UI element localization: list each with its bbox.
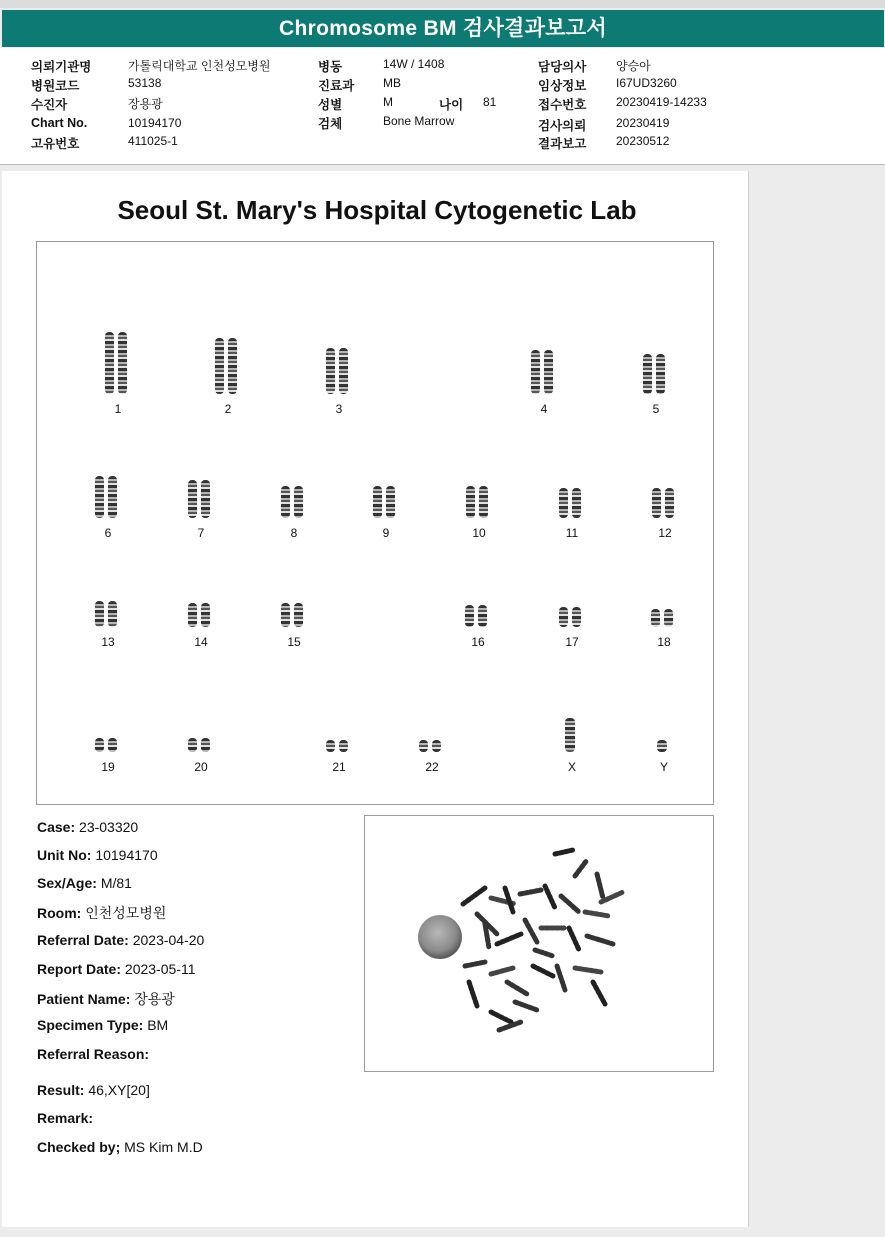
- unit-row: [37, 847, 158, 863]
- chromosome-label: Y: [659, 760, 668, 774]
- specimen-type-value: BM: [147, 1017, 169, 1033]
- patient-name-label: Patient Name:: [37, 991, 131, 1007]
- patient-value: 장용광: [128, 97, 163, 111]
- report-title: Chromosome BM 검사결과보고서: [279, 17, 607, 40]
- checked-by-value: MS Kim M.D: [124, 1139, 203, 1155]
- room-row: [37, 903, 166, 923]
- request-date-value: 20230419: [616, 116, 670, 130]
- chromosome: [188, 603, 197, 627]
- patient-name-value: 장용광: [134, 991, 175, 1007]
- chromosome: [105, 332, 114, 394]
- chromosome-label: 17: [565, 635, 579, 649]
- chromosome-label: 5: [652, 402, 660, 416]
- chromosome-pair: [647, 609, 681, 627]
- chromosome: [95, 601, 104, 627]
- chromosome-pair: [184, 603, 218, 627]
- accession-label: 접수번호: [538, 98, 587, 112]
- chromosome-pair: [277, 486, 311, 518]
- request-date-label: 검사의뢰: [538, 119, 587, 133]
- patient-name-row: [37, 989, 175, 1009]
- chromosome-pair: [647, 740, 681, 752]
- chromosome: [657, 740, 667, 752]
- chromosome: [572, 488, 581, 518]
- specimen-label: 검체: [318, 117, 343, 131]
- chromosome: [188, 738, 197, 752]
- chromosome-label: 6: [104, 526, 112, 540]
- referral-date-row: [37, 932, 204, 948]
- age-value: 81: [483, 95, 497, 109]
- chromosome-pair: [461, 605, 495, 627]
- chromosome-pair: [91, 601, 125, 627]
- doctor-label: 담당의사: [538, 60, 587, 74]
- chromosome-pair: [91, 738, 125, 752]
- chromosome: [108, 738, 117, 752]
- chromosome-label: 15: [287, 635, 301, 649]
- chromosome: [656, 354, 665, 394]
- chromosome: [201, 480, 210, 518]
- chromosome-label: 21: [332, 760, 346, 774]
- unit-label: Unit No:: [37, 847, 92, 863]
- hospital-code-value: 53138: [128, 76, 162, 90]
- chromosome-pair: [101, 332, 135, 394]
- chromosome-pair: [415, 740, 449, 752]
- doctor-value: 양승아: [616, 59, 651, 73]
- specimen-value: Bone Marrow: [383, 114, 455, 128]
- chromosome: [531, 350, 540, 394]
- report-date-label: Report Date:: [37, 961, 122, 977]
- chromosome: [559, 488, 568, 518]
- chromosome-pair: [555, 607, 589, 627]
- metaphase-spread-image: [365, 816, 713, 1071]
- chromosome-label: 10: [472, 526, 486, 540]
- hospital-label: 의뢰기관명: [31, 60, 92, 74]
- chromosome: [281, 486, 290, 518]
- report-page: [2, 171, 749, 1227]
- case-label: Case:: [37, 819, 76, 835]
- sex-value: M: [383, 95, 393, 109]
- chromosome-pair: [322, 740, 356, 752]
- referral-date-value: 2023-04-20: [132, 932, 205, 948]
- chromosome-pair: [322, 348, 356, 394]
- chromosome: [419, 740, 428, 752]
- chromosome: [188, 480, 197, 518]
- metaphase-image-box: [364, 815, 714, 1072]
- report-title-bar: [2, 10, 884, 47]
- result-report-value: 20230512: [616, 134, 670, 148]
- chromosome: [339, 348, 348, 394]
- chromosome-label: 18: [657, 635, 671, 649]
- chromosome-label: X: [567, 760, 576, 774]
- chromosome: [664, 609, 673, 627]
- accession-value: 20230419-14233: [616, 95, 707, 109]
- hospital-code-label: 병원코드: [31, 79, 80, 93]
- case-row: [37, 819, 138, 835]
- checked-by-row: [37, 1139, 203, 1155]
- chromosome-label: 8: [290, 526, 298, 540]
- chromosome: [565, 718, 575, 752]
- chromosome: [201, 603, 210, 627]
- sex-age-label: Sex/Age:: [37, 875, 97, 891]
- chromosome-label: 1: [114, 402, 122, 416]
- checked-by-label: Checked by;: [37, 1139, 121, 1155]
- chromosome: [479, 486, 488, 518]
- chromosome-pair: [555, 718, 589, 752]
- chromosome: [201, 738, 210, 752]
- chromosome: [215, 338, 224, 394]
- chromosome: [108, 601, 117, 627]
- ward-value: 14W / 1408: [383, 57, 445, 71]
- chromosome-pair: [211, 338, 245, 394]
- chromosome: [294, 603, 303, 627]
- clinical-info-value: I67UD3260: [616, 76, 677, 90]
- chromosome: [559, 607, 568, 627]
- chromosome: [108, 476, 117, 518]
- patient-label: 수진자: [31, 98, 68, 112]
- chromosome: [572, 607, 581, 627]
- chromosome: [643, 354, 652, 394]
- karyotype-panel: [36, 241, 714, 805]
- chromosome-label: 14: [194, 635, 208, 649]
- chart-no-value: 10194170: [128, 116, 182, 130]
- chromosome: [478, 605, 487, 627]
- chromosome-pair: [639, 354, 673, 394]
- chromosome-pair: [555, 488, 589, 518]
- unique-no-value: 411025-1: [128, 134, 178, 148]
- report-date-row: [37, 961, 195, 977]
- chromosome-pair: [91, 476, 125, 518]
- referral-reason-label: Referral Reason:: [37, 1046, 150, 1062]
- chromosome: [465, 605, 474, 627]
- metaphase-chromosomes: [463, 850, 623, 1030]
- chromosome-label: 9: [382, 526, 390, 540]
- room-label: Room:: [37, 905, 82, 921]
- sex-label: 성별: [318, 98, 343, 112]
- sex-age-row: [37, 875, 132, 891]
- chromosome-label: 7: [197, 526, 205, 540]
- case-value: 23-03320: [79, 819, 139, 835]
- chromosome: [665, 488, 674, 518]
- chromosome: [652, 488, 661, 518]
- clinical-info-label: 임상정보: [538, 79, 587, 93]
- chromosome-pair: [277, 603, 311, 627]
- chromosome: [95, 476, 104, 518]
- chromosome-label: 22: [425, 760, 439, 774]
- result-label: Result:: [37, 1082, 85, 1098]
- chart-no-label: Chart No.: [31, 116, 88, 130]
- chromosome: [432, 740, 441, 752]
- ward-label: 병동: [318, 60, 343, 74]
- chromosome: [281, 603, 290, 627]
- report-date-value: 2023-05-11: [124, 961, 196, 977]
- unique-no-label: 고유번호: [31, 137, 80, 151]
- specimen-type-label: Specimen Type:: [37, 1017, 144, 1033]
- result-value: 46,XY[20]: [88, 1082, 150, 1098]
- chromosome-label: 12: [658, 526, 672, 540]
- chromosome: [339, 740, 348, 752]
- unit-value: 10194170: [95, 847, 158, 863]
- hospital-value: 가톨릭대학교 인천성모병원: [128, 59, 271, 73]
- chromosome: [326, 740, 335, 752]
- chromosome-label: 20: [194, 760, 208, 774]
- chromosome: [95, 738, 104, 752]
- top-strip: [0, 0, 885, 8]
- chromosome-label: 4: [540, 402, 548, 416]
- header-panel: [0, 48, 885, 165]
- chromosome: [228, 338, 237, 394]
- room-value: 인천성모병원: [85, 905, 167, 921]
- chromosome-pair: [184, 738, 218, 752]
- result-report-label: 결과보고: [538, 137, 587, 151]
- chromosome-label: 19: [101, 760, 115, 774]
- referral-reason-row: [37, 1046, 149, 1062]
- specimen-type-row: [37, 1017, 168, 1033]
- chromosome-pair: [527, 350, 561, 394]
- remark-row: [37, 1110, 93, 1126]
- chromosome-label: 16: [471, 635, 485, 649]
- chromosome-label: 2: [224, 402, 232, 416]
- chromosome-pair: [648, 488, 682, 518]
- chromosome-pair: [369, 486, 403, 518]
- chromosome: [294, 486, 303, 518]
- chromosome-pair: [462, 486, 496, 518]
- referral-date-label: Referral Date:: [37, 932, 129, 948]
- chromosome-label: 11: [565, 526, 579, 540]
- chromosome: [544, 350, 553, 394]
- chromosome-label: 3: [335, 402, 343, 416]
- chromosome: [386, 486, 395, 518]
- chromosome-label: 13: [101, 635, 115, 649]
- age-label: 나이: [439, 98, 464, 112]
- chromosome: [373, 486, 382, 518]
- remark-label: Remark:: [37, 1110, 94, 1126]
- lab-title: Seoul St. Mary's Hospital Cytogenetic Lab: [117, 195, 637, 225]
- chromosome: [466, 486, 475, 518]
- chromosome: [118, 332, 127, 394]
- sex-age-value: M/81: [100, 875, 132, 891]
- dept-value: MB: [383, 76, 401, 90]
- chromosome: [326, 348, 335, 394]
- nucleus: [418, 915, 462, 959]
- chromosome: [651, 609, 660, 627]
- chromosome-pair: [184, 480, 218, 518]
- result-row: [37, 1082, 150, 1098]
- dept-label: 진료과: [318, 79, 355, 93]
